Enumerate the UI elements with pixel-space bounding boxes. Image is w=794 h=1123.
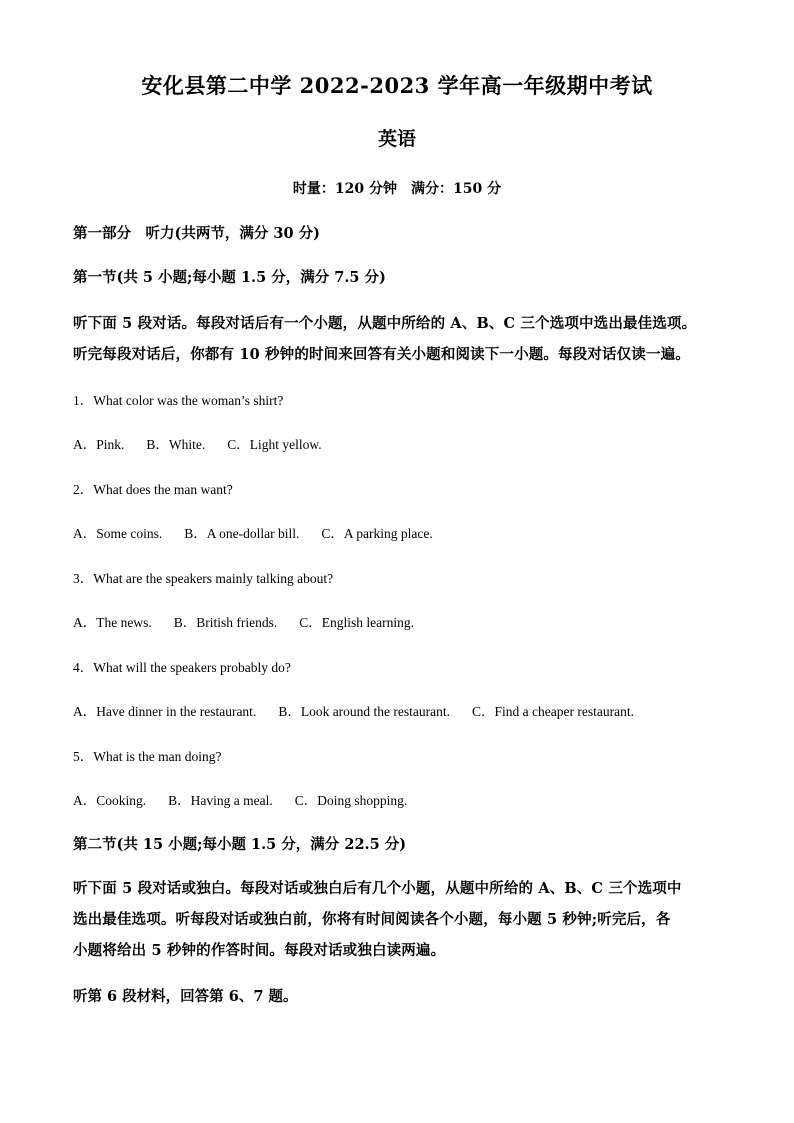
section1-instruction-line: 听完每段对话后，你都有 10 秒钟的时间来回答有关小题和阅读下一小题。每段对话仅读一遍。	[73, 346, 690, 363]
option-b: B．Look around the restaurant.	[278, 704, 451, 719]
option-c: C．English learning.	[299, 615, 414, 630]
question-stem: 2．What does the man want?	[73, 482, 233, 497]
option-a: A．Cooking.	[73, 793, 147, 808]
part1-heading: 第一部分 听力(共两节，满分 30 分)	[73, 225, 320, 242]
option-c: C．Doing shopping.	[294, 793, 408, 808]
question-stem: 3．What are the speakers mainly talking about?	[73, 571, 334, 586]
section1-heading: 第一节(共 5 小题;每小题 1.5 分，满分 7.5 分)	[73, 269, 386, 286]
material-note: 听第 6 段材料，回答第 6、7 题。	[73, 988, 298, 1005]
option-b: B．White.	[146, 437, 206, 452]
option-a: A．Pink.	[73, 437, 125, 452]
option-b: B．Having a meal.	[168, 793, 273, 808]
option-a: A．The news.	[73, 615, 152, 630]
option-c: C．A parking place.	[321, 526, 433, 541]
section2-instruction-line: 听下面 5 段对话或独白。每段对话或独白后有几个小题，从题中所给的 A、B、C 三个选项中	[73, 880, 682, 897]
option-c: C．Light yellow.	[227, 437, 322, 452]
question-stem: 4．What will the speakers probably do?	[73, 660, 291, 675]
section2-heading: 第二节(共 15 小题;每小题 1.5 分，满分 22.5 分)	[73, 836, 407, 853]
question-options	[73, 789, 429, 809]
section1-instruction-line: 听下面 5 段对话。每段对话后有一个小题，从题中所给的 A、B、C 三个选项中选出最佳选项。	[73, 315, 697, 332]
option-a: A．Have dinner in the restaurant.	[73, 704, 257, 719]
option-b: B．British friends.	[173, 615, 278, 630]
question-stem: 5．What is the man doing?	[73, 749, 222, 764]
section2-instruction-line: 小题将给出 5 秒钟的作答时间。每段对话或独白读两遍。	[73, 942, 446, 959]
question-options	[73, 611, 436, 631]
section2-instruction-line: 选出最佳选项。听每段对话或独白前，你将有时间阅读各个小题，每小题 5 秒钟;听完后，各	[73, 911, 671, 928]
question-stem: 1．What color was the woman’s shirt?	[73, 393, 284, 408]
option-c: C．Find a cheaper restaurant.	[472, 704, 634, 719]
exam-time-score: 时量：120 分钟 满分：150 分	[292, 181, 502, 197]
exam-title: 安化县第二中学 2022-2023 学年高一年级期中考试	[141, 73, 653, 98]
exam-subject: 英语	[377, 128, 416, 150]
question-options	[73, 522, 455, 542]
option-b: B．A one-dollar bill.	[184, 526, 300, 541]
question-options	[73, 433, 344, 453]
option-a: A．Some coins.	[73, 526, 163, 541]
question-options	[73, 700, 656, 720]
